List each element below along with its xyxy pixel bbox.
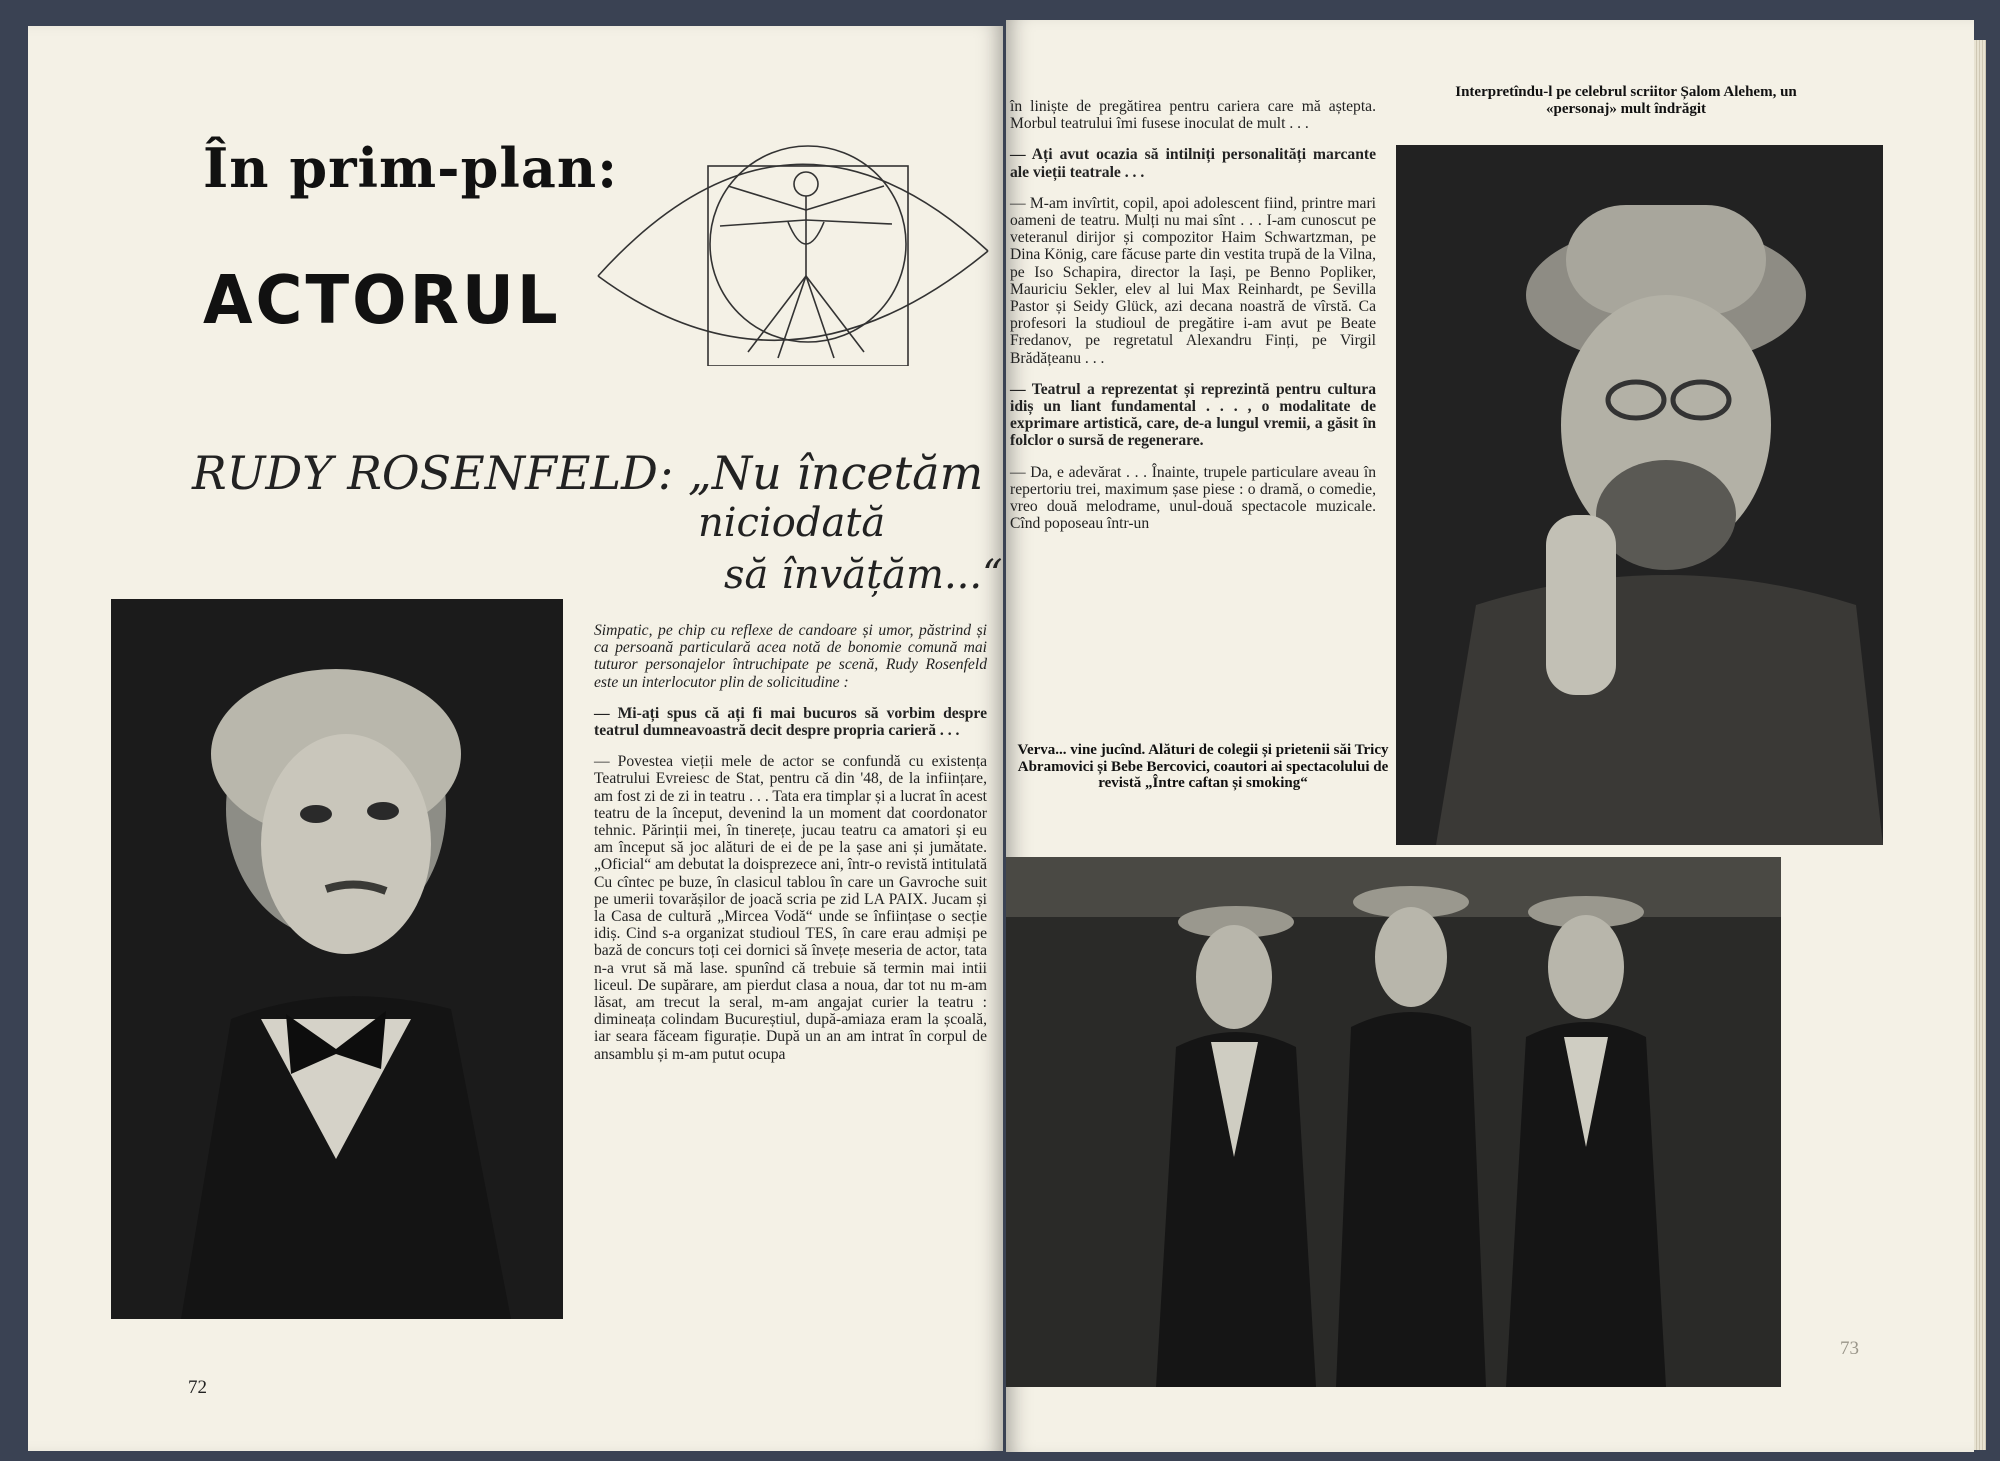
headline-line-3: să învățăm...“ (724, 552, 1003, 598)
article-intro: Simpatic, pe chip cu reflexe de candoare și umor, păstrind și ca persoană particulară acea notă de bonomie comună mai tuturor personajelor întruchipate pe scenă, Rudy Rosenfeld este un interlocutor plin de solicitudine : (594, 622, 987, 691)
interview-answer: — Povestea vieții mele de actor se confundă cu existența Teatrului Evreiesc de Stat, pentru că din '48, de la inființare, am fost zi de zi in teatru . . . Tata era timplar și a lucrat în acest teatru de la început, devenind la un moment dat coordonator tehnic. Părinții mei, în tinerețe, jucau teatru ca amatori și eu am început să joc alături de ei de pe la șase ani și jumătate. „Oficial“ am debutat la doisprezece ani, într-o revistă intitulată Cu cîntec pe buze, în clasicul tablou în care un Gavroche suit pe umerii tovarășilor de joacă scria pe zid LA PAIX. Jucam și la Casa de cultură „Mircea Vodă“ unde se înființase o secție idiș. Cind s-a organizat studioul TES, în care erau admiși pe bază de concurs toți cei dornici să învețe meseria de actor, tata n-a vrut să mă lase. spunînd că trebuie să termin mai intii liceul. De supărare, am pierdut clasa a noua, dar tot nu m-am lăsat, am trecut la seral, m-am angajat curier la teatru : dimineața colindam Bucureștiul, după-amiaza eram la școală, iar seara făceam figurație. După un an am intrat în corpul de ansamblu și m-am putut ocupa (594, 753, 987, 1063)
photo-caption-top: Interpretîndu-l pe celebrul scriitor Șalom Alehem, un «personaj» mult îndrăgit (1455, 84, 1797, 117)
article-column-right (1010, 98, 1376, 546)
photo-caption-bottom: Verva... vine jucînd. Alături de colegii și prietenii săi Tricy Abramovici și Bebe Bercovici, coautori ai spectacolului de revistă „Între caftan și smoking“ (1017, 742, 1389, 791)
page-number-left: 72 (188, 1377, 207, 1398)
role-photo-shalom-alehem (1396, 145, 1883, 845)
interview-question: — Mi-ați spus că ați fi mai bucuros să vorbim despre teatrul dumneavoastră decit despre propria carieră . . . (594, 704, 987, 740)
headline-line-2: niciodată (698, 500, 886, 546)
page-number-right: 73 (1840, 1338, 1859, 1359)
interview-question: — Ați avut ocazia să intilniți personalități marcante ale vieții teatrale . . . (1010, 146, 1376, 181)
right-page (1006, 20, 1974, 1452)
article-column-left (594, 622, 987, 1077)
section-kicker: În prim-plan: (203, 136, 619, 200)
text-continued: în liniște de pregătirea pentru cariera care mă aștepta. Morbul teatrului îmi fusese inoculat de mult . . . (1010, 98, 1376, 133)
portrait-photo (111, 599, 563, 1319)
vitruvian-man-emblem (588, 126, 1003, 366)
section-title: ACTORUL (203, 262, 561, 340)
left-page (28, 26, 1003, 1451)
interview-question: — Teatrul a reprezentat și reprezintă pentru cultura idiș un liant fundamental . . . , o modalitate de exprimare artistică, care, de-a lungul vremii, a găsit în folclor o sursă de regenerare. (1010, 380, 1376, 450)
interview-answer: — M-am invîrtit, copil, apoi adolescent fiind, printre mari oameni de teatru. Mulți nu mai sînt . . . I-am cunoscut pe veteranul dirijor și compozitor Haim Schwartzman, pe Dina König, care făcuse parte din vestita trupă de la Vilna, pe Iso Schapira, director la Iași, pe Benno Popliker, Mauriciu Sekler, elev al lui Max Reinhardt, pe Sevilla Pastor și Seidy Glück, azi decana noastră de vîrstă. Ca profesori la studioul de pregătire i-am avut pe Beate Fredanov, pe regretatul Alexandru Finți, pe Virgil Brădățeanu . . . (1010, 194, 1376, 367)
interview-answer: — Da, e adevărat . . . Înainte, trupele particulare aveau în repertoriu trei, maximum șase piese : o dramă, o comedie, vreo două melodrame, unul-două spectacole muzicale. Cînd poposeau într-un (1010, 463, 1376, 533)
page-stack-edge (1974, 40, 1986, 1450)
stage-photo-trio (1006, 857, 1781, 1387)
headline-main: RUDY ROSENFELD: „Nu încetăm (192, 446, 984, 500)
